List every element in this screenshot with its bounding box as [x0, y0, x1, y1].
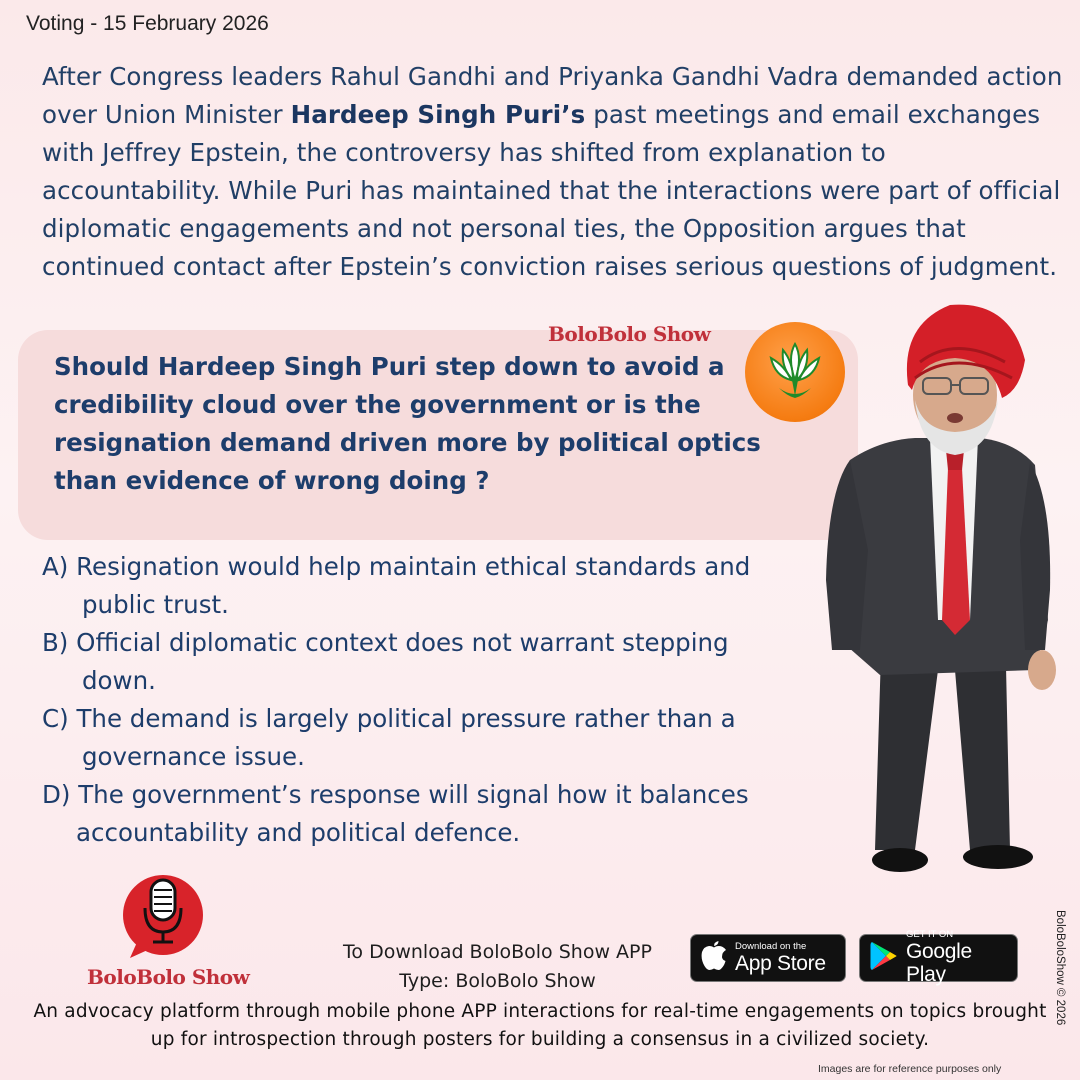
microphone-icon	[118, 870, 208, 960]
option-c-line1: C) The demand is largely political pressure rather than a	[42, 704, 736, 733]
footer-logo-text: BoloBolo Show	[87, 965, 250, 989]
option-a[interactable]	[42, 548, 822, 624]
intro-paragraph	[42, 58, 1067, 286]
app-store-small-text: Download on the	[735, 940, 807, 952]
answer-options	[42, 548, 822, 852]
intro-text-after: past meetings and email exchanges with Jeffrey Epstein, the controversy has shifted from explanation to accountability. While Puri has maintained that the interactions were part of official diplomatic engagements and not personal ties, the Opposition argues that continued contact after Epstein’s conviction raises serious questions of judgment.	[42, 100, 1061, 281]
google-play-small-text: GET IT ON	[906, 929, 954, 940]
platform-tagline: An advocacy platform through mobile phone APP interactions for real-time engagements on topics brought up for introspection through posters for building a consensus in a civilized society.	[33, 1001, 1047, 1050]
question-text: Should Hardeep Singh Puri step down to avoid a credibility cloud over the government or is the resignation demand driven more by political optics than evidence of wrong doing ?	[54, 352, 761, 495]
option-b-line2: down.	[82, 666, 156, 695]
option-d-line2: accountability and political defence.	[76, 818, 521, 847]
copyright-text: BoloBoloShow © 2026	[1054, 910, 1066, 1026]
option-a-line1: A) Resignation would help maintain ethical standards and	[42, 552, 751, 581]
option-a-line2: public trust.	[82, 590, 229, 619]
option-d-line1: D) The government’s response will signal how it balances	[42, 780, 749, 809]
google-play-big-text: Google Play	[906, 940, 972, 986]
intro-text-before: After Congress leaders Rahul Gandhi and Priyanka Gandhi Vadra demanded action over Union Minister	[42, 62, 1063, 129]
option-c-line2: governance issue.	[82, 742, 305, 771]
poll-date: Voting - 15 February 2026	[26, 12, 269, 35]
option-d[interactable]	[42, 776, 822, 852]
option-c[interactable]	[42, 700, 822, 776]
intro-text-bold: Hardeep Singh Puri’s	[290, 100, 586, 129]
copyright-notice	[1048, 910, 1068, 1060]
apple-icon	[701, 941, 727, 975]
google-play-button[interactable]	[859, 929, 1018, 986]
download-line2: Type: BoloBolo Show	[399, 970, 596, 992]
brand-watermark: BoloBolo Show	[548, 322, 711, 346]
minister-photo	[820, 290, 1070, 890]
app-store-big-text: App Store	[735, 951, 826, 975]
download-instructions	[330, 938, 665, 996]
option-b-line1: B) Official diplomatic context does not warrant stepping	[42, 628, 729, 657]
google-play-icon	[870, 941, 898, 975]
option-b[interactable]	[42, 624, 822, 700]
download-line1: To Download BoloBolo Show APP	[343, 941, 652, 963]
image-disclaimer: Images are for reference purposes only	[818, 1063, 1002, 1075]
app-store-button[interactable]	[690, 934, 846, 982]
